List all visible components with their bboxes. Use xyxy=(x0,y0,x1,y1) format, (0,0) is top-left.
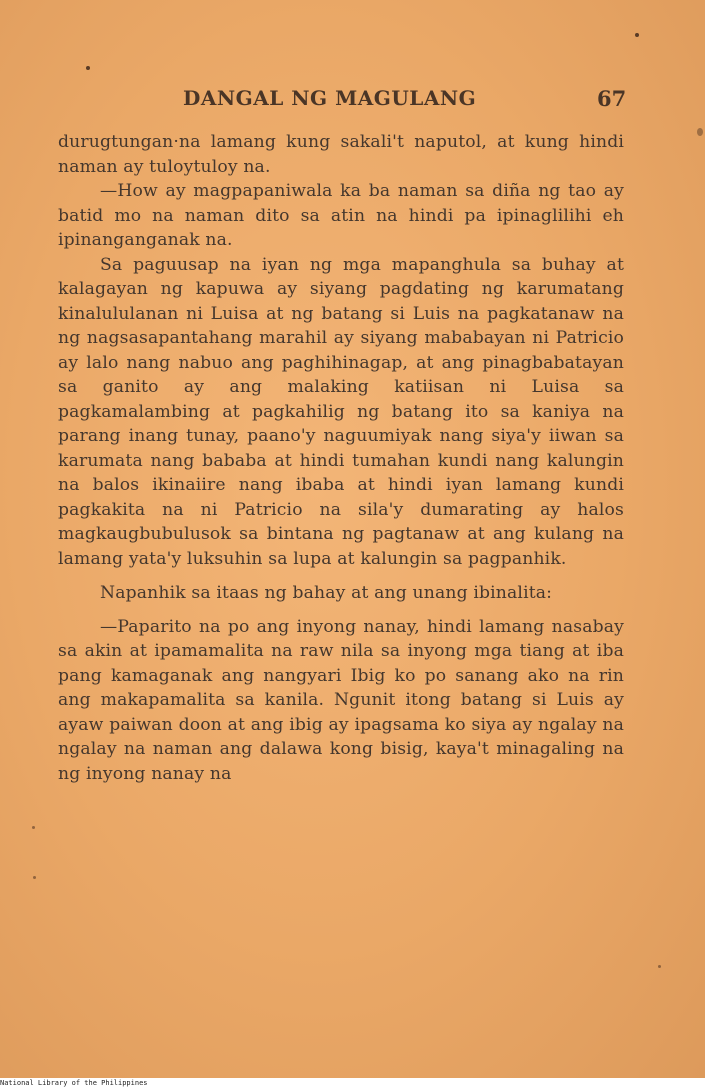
page-number: 67 xyxy=(597,86,627,111)
running-head-title: DANGAL NG MAGULANG xyxy=(183,86,477,110)
paper-speck xyxy=(32,826,35,829)
paragraph-narrative: Sa paguusap na iyan ng mga mapanghula sa buhay at kalagayan ng kapuwa ay siyang pagdating ng karumatang kinalululanan ni Luisa at ng batang si Luis na pagkatanaw na ng nagsasapantahang marahil ay siyang mababayan ni Patricio ay lalo nang nabuo ang paghihinagap, at ang pinagbabatayan sa ganito ay ang malaking katiisan ni Luisa sa pagkamalambing at pagkahilig ng batang ito sa kaniya na parang inang tunay, paano'y naguumiyak nang siya'y iiwan sa karumata nang bababa at hindi tumahan kundi nang kalungin na balos ikinaiire nang ibaba at hindi iyan lamang kundi pagkakita na ni Patricio na sila'y dumarating ay halos magkaugbubulusok sa bintana ng pagtanaw at ang kulang na lamang yata'y luksuhin sa lupa at kalungin sa pagpanhik. xyxy=(58,254,624,569)
running-head xyxy=(0,86,705,118)
paper-speck xyxy=(635,33,639,37)
paragraph-continuation: durugtungan·na lamang kung sakali't naputol, at kung hindi naman ay tuloytuloy na. xyxy=(58,132,624,177)
paper-speck xyxy=(697,128,703,136)
paper-speck xyxy=(86,66,90,70)
paragraph-dialog: —How ay magpapaniwala ka ba naman sa diña ng tao ay batid mo na naman dito sa atin na hindi pa ipinaglilihi eh ipinanganganak na. xyxy=(58,181,624,250)
paper-speck xyxy=(33,876,36,879)
paragraph-narrative: Napanhik sa itaas ng bahay at ang unang ibinalita: xyxy=(100,583,553,603)
body-text xyxy=(58,130,624,786)
library-credit: National Library of the Philippines xyxy=(0,1079,148,1087)
paper-speck xyxy=(658,965,661,968)
paragraph-dialog: —Paparito na po ang inyong nanay, hindi lamang nasabay sa akin at ipamamalita na raw nila sa inyong mga tiang at iba pang kamaganak ang nangyari Ibig ko po sanang ako na rin ang makapamalita sa kanila. Ngunit itong batang si Luis ay ayaw paiwan doon at ang ibig ay ipagsama ko siya ay ngalay na ngalay na naman ang dalawa kong bisig, kaya't minagaling na ng inyong nanay na xyxy=(58,616,624,784)
